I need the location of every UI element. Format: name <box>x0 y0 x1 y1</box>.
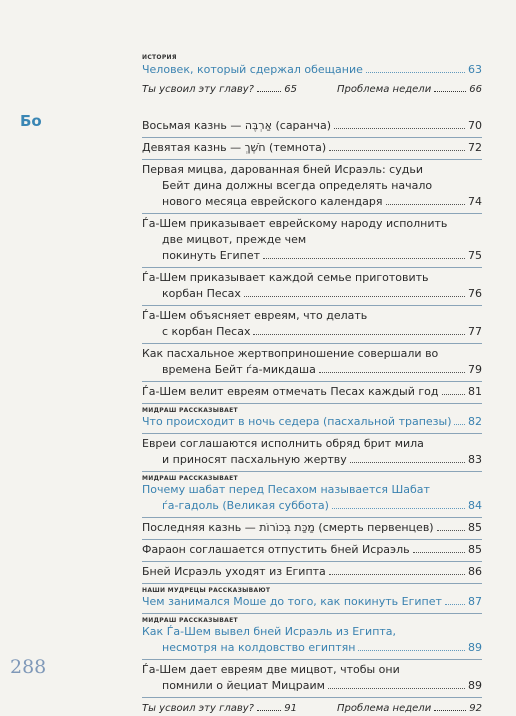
entry-title-line: Ѓа-Шем дает евреям две мицвот, чтобы они <box>142 663 400 676</box>
toc-entry-line <box>142 482 482 498</box>
entry-title-line: времена Бейт ѓа-микдаша <box>162 363 316 376</box>
entry-page: 74 <box>468 195 482 208</box>
entry-page: 83 <box>468 453 482 466</box>
entry-title-line: Бейт дина должны всегда определять начало <box>162 179 433 192</box>
dot-leader <box>437 530 465 531</box>
dot-leader <box>257 91 281 92</box>
entry-title-line: две мицвот, прежде чем <box>162 233 307 246</box>
entry-page: 87 <box>468 595 482 608</box>
entry-page: 85 <box>468 543 482 556</box>
entry-page: 86 <box>468 565 482 578</box>
entry-page: 63 <box>468 63 482 76</box>
entry-title-line: и приносят пасхальную жертву <box>162 453 347 466</box>
toc-entry[interactable] <box>142 346 482 378</box>
toc-entry-line <box>142 498 482 514</box>
toc-entry-line <box>142 140 482 156</box>
entry-title-line: Ѓа-Шем велит евреям отмечать Песах каждый год <box>142 385 439 398</box>
toc-entry-line <box>142 248 482 264</box>
entry-title-line: ѓа-гадоль (Великая суббота) <box>162 499 329 512</box>
entry-page: 85 <box>468 521 482 534</box>
toc-entry-line <box>142 308 482 324</box>
entry-divider <box>142 403 482 404</box>
entry-divider <box>142 137 482 138</box>
toc-entry-line <box>142 594 482 610</box>
toc-entry-line <box>142 520 482 536</box>
problem-label: Проблема недели <box>337 84 432 95</box>
entry-divider <box>142 539 482 540</box>
entry-title-line: помнили о йециат Мицраим <box>162 679 325 692</box>
problem-label: Проблема недели <box>337 703 432 714</box>
toc-entry-line <box>142 414 482 430</box>
dot-leader <box>434 710 466 711</box>
entry-page: 72 <box>468 141 482 154</box>
dot-leader <box>454 424 465 425</box>
toc-entry-line <box>142 678 482 694</box>
chapter-summary-row <box>142 83 482 97</box>
entry-title-line: Почему шабат перед Песахом называется Шабат <box>142 483 430 496</box>
entry-page: 89 <box>468 679 482 692</box>
toc-entry[interactable] <box>142 542 482 558</box>
entry-page: 82 <box>468 415 482 428</box>
chapter-title: Бо <box>20 112 42 130</box>
problem-link[interactable] <box>337 83 482 97</box>
entry-title-line: Фараон соглашается отпустить бней Исраэль <box>142 543 410 556</box>
entry-divider <box>142 433 482 434</box>
toc-entry-line <box>142 216 482 232</box>
entry-divider <box>142 697 482 698</box>
dot-leader <box>434 91 466 92</box>
toc-entry[interactable] <box>142 482 482 514</box>
entry-title-line: Чем занимался Моше до того, как покинуть Египет <box>142 595 442 608</box>
entry-title-line: корбан Песах <box>162 287 241 300</box>
toc-entry-line <box>142 346 482 362</box>
entry-divider <box>142 213 482 214</box>
problem-link[interactable] <box>337 702 482 716</box>
dot-leader <box>319 372 465 373</box>
entry-title-line: покинуть Египет <box>162 249 261 262</box>
entry-title-line: Что происходит в ночь седера (пасхальной трапезы) <box>142 415 452 428</box>
toc-entry[interactable] <box>142 118 482 134</box>
dot-leader <box>329 150 465 151</box>
dot-leader <box>386 204 466 205</box>
entry-divider <box>142 659 482 660</box>
toc-entry-line <box>142 178 482 194</box>
toc-entry-line <box>142 232 482 248</box>
entry-divider <box>142 613 482 614</box>
toc-entry[interactable] <box>142 216 482 264</box>
toc-entry-line <box>142 436 482 452</box>
entry-divider <box>142 517 482 518</box>
entry-page: 84 <box>468 499 482 512</box>
entry-page: 89 <box>468 641 482 654</box>
entry-page: 79 <box>468 363 482 376</box>
toc-entry[interactable] <box>142 62 482 78</box>
entry-divider <box>142 381 482 382</box>
dot-leader <box>358 650 465 651</box>
toc-entry-line <box>142 118 482 134</box>
toc-entry[interactable] <box>142 308 482 340</box>
entry-divider <box>142 343 482 344</box>
review-page: 65 <box>284 84 297 95</box>
entry-title-line: Ѓа-Шем объясняет евреям, что делать <box>142 309 368 322</box>
toc-entry-line <box>142 62 482 78</box>
toc-entry[interactable] <box>142 140 482 156</box>
entry-title-line: Последняя казнь — מַכַּת בְּכוֹרוֹת (смерть первенцев) <box>142 521 434 534</box>
dot-leader <box>253 334 465 335</box>
toc-entry-line <box>142 662 482 678</box>
dot-leader <box>334 128 465 129</box>
toc-entry[interactable] <box>142 414 482 430</box>
toc-entry-line <box>142 640 482 656</box>
review-page: 91 <box>284 703 297 714</box>
chapter-summary-row <box>142 702 482 716</box>
entry-title-line: Девятая казнь — חֹשֶׁךְ (темнота) <box>142 141 327 154</box>
entry-title-line: Восьмая казнь — אַרְבֶּה (саранча) <box>142 119 332 132</box>
entry-page: 81 <box>468 385 482 398</box>
dot-leader <box>328 688 465 689</box>
toc-entry[interactable] <box>142 662 482 694</box>
section-label: НАШИ МУДРЕЦЫ РАССКАЗЫВАЮТ <box>142 587 271 594</box>
section-label: МИДРАШ РАССКАЗЫВАЕТ <box>142 407 238 414</box>
dot-leader <box>257 710 281 711</box>
toc-entry-line <box>142 362 482 378</box>
entry-title-line: несмотря на колдовство египтян <box>162 641 356 654</box>
entry-title-line: Первая мицва, дарованная бней Исраэль: судьи <box>142 163 423 176</box>
toc-entry-line <box>142 270 482 286</box>
toc-entry[interactable] <box>142 436 482 468</box>
problem-page: 66 <box>469 84 482 95</box>
problem-page: 92 <box>469 703 482 714</box>
page-number: 288 <box>10 656 47 678</box>
entry-divider <box>142 561 482 562</box>
entry-divider <box>142 267 482 268</box>
entry-title-line: Евреи соглашаются исполнить обряд брит мила <box>142 437 424 450</box>
toc-entry[interactable] <box>142 270 482 302</box>
entry-page: 76 <box>468 287 482 300</box>
toc-entry[interactable] <box>142 594 482 610</box>
entry-title: Человек, который сдержал обещание <box>142 63 363 76</box>
entry-title-line: с корбан Песах <box>162 325 251 338</box>
entry-title-line: нового месяца еврейского календаря <box>162 195 383 208</box>
toc-entry-line <box>142 542 482 558</box>
review-label: Ты усвоил эту главу? <box>142 84 254 95</box>
toc-entry-line <box>142 162 482 178</box>
entry-divider <box>142 471 482 472</box>
toc-entry[interactable] <box>142 384 482 400</box>
dot-leader <box>445 604 465 605</box>
entry-title-line: Ѓа-Шем приказывает каждой семье приготовить <box>142 271 429 284</box>
entry-divider <box>142 583 482 584</box>
dot-leader <box>329 574 465 575</box>
section-label: МИДРАШ РАССКАЗЫВАЕТ <box>142 475 238 482</box>
entry-page: 75 <box>468 249 482 262</box>
entry-title-line: Ѓа-Шем приказывает еврейскому народу исполнить <box>142 217 448 230</box>
entry-divider <box>142 159 482 160</box>
dot-leader <box>366 72 465 73</box>
toc-entry-line <box>142 324 482 340</box>
toc-entry-line <box>142 194 482 210</box>
toc-entry[interactable] <box>142 162 482 210</box>
toc-entry-line <box>142 624 482 640</box>
section-label: МИДРАШ РАССКАЗЫВАЕТ <box>142 617 238 624</box>
toc-entry[interactable] <box>142 624 482 656</box>
entry-page: 70 <box>468 119 482 132</box>
dot-leader <box>244 296 465 297</box>
dot-leader <box>442 394 465 395</box>
review-label: Ты усвоил эту главу? <box>142 703 254 714</box>
toc-entry[interactable] <box>142 564 482 580</box>
toc-entry-line <box>142 286 482 302</box>
toc-entry-line <box>142 452 482 468</box>
entry-title-line: Бней Исраэль уходят из Египта <box>142 565 326 578</box>
review-link[interactable] <box>142 83 297 97</box>
section-label: ИСТОРИЯ <box>142 54 177 61</box>
entry-page: 77 <box>468 325 482 338</box>
dot-leader <box>263 258 465 259</box>
toc-entry-line <box>142 564 482 580</box>
toc-entry-line <box>142 384 482 400</box>
entry-title-line: Как Ѓа-Шем вывел бней Исраэль из Египта, <box>142 625 397 638</box>
entry-divider <box>142 305 482 306</box>
dot-leader <box>332 508 465 509</box>
toc-entry[interactable] <box>142 520 482 536</box>
entry-title-line: Как пасхальное жертвоприношение совершали во <box>142 347 439 360</box>
dot-leader <box>413 552 465 553</box>
review-link[interactable] <box>142 702 297 716</box>
dot-leader <box>350 462 465 463</box>
